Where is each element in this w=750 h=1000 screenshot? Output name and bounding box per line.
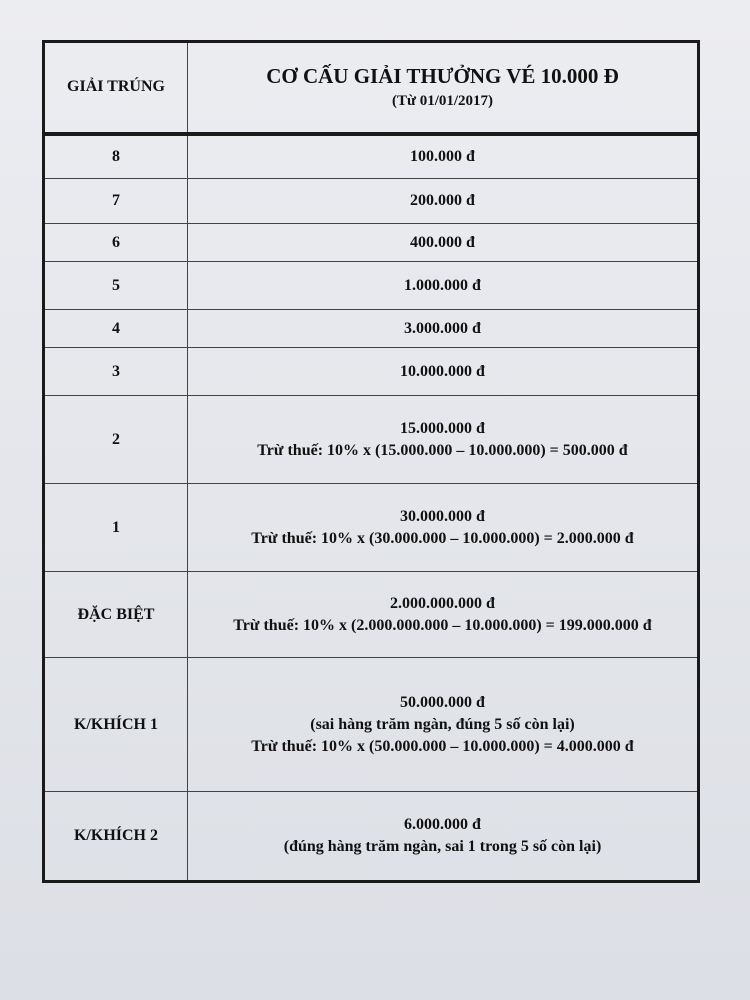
prize-rows <box>44 134 699 882</box>
prize-amount: 1.000.000 đ <box>404 276 481 294</box>
prize-amount: 100.000 đ <box>410 147 475 165</box>
table-row <box>44 224 699 262</box>
prize-amount: 6.000.000 đ <box>404 816 481 833</box>
prize-amount-cell <box>188 484 699 572</box>
prize-note: Trừ thuế: 10% x (2.000.000.000 – 10.000.000) = 199.000.000 đ <box>233 616 652 634</box>
prize-structure-table <box>42 40 700 883</box>
prize-amount: 200.000 đ <box>410 192 475 209</box>
prize-amount-cell <box>188 792 699 882</box>
table-row <box>44 262 699 310</box>
prize-note: Trừ thuế: 10% x (30.000.000 – 10.000.000) = 2.000.000 đ <box>251 529 634 547</box>
table-row <box>44 396 699 484</box>
prize-amount-cell <box>188 224 699 262</box>
prize-amount: 15.000.000 đ <box>400 419 485 437</box>
table-row <box>44 179 699 224</box>
table-title: CƠ CẤU GIẢI THƯỞNG VÉ 10.000 Đ <box>266 64 619 89</box>
prize-label: K/KHÍCH 2 <box>44 792 188 882</box>
prize-label: 2 <box>44 396 188 484</box>
table-row <box>44 792 699 882</box>
prize-amount: 2.000.000.000 đ <box>390 594 495 612</box>
prize-amount: 30.000.000 đ <box>400 507 485 525</box>
prize-amount-cell <box>188 134 699 179</box>
prize-label: ĐẶC BIỆT <box>44 572 188 658</box>
prize-amount-cell <box>188 396 699 484</box>
prize-note: (sai hàng trăm ngàn, đúng 5 số còn lại) <box>310 715 575 733</box>
table-row <box>44 310 699 348</box>
table-title-cell <box>188 42 699 134</box>
table-header-row <box>44 42 699 134</box>
prize-label: 1 <box>44 484 188 572</box>
prize-label: 8 <box>44 134 188 179</box>
prize-amount-cell <box>188 658 699 792</box>
prize-amount: 10.000.000 đ <box>400 362 485 380</box>
prize-label: 5 <box>44 262 188 310</box>
prize-label: K/KHÍCH 1 <box>44 658 188 792</box>
prize-label: 7 <box>44 179 188 224</box>
table-row <box>44 484 699 572</box>
table-row <box>44 348 699 396</box>
prize-label: 3 <box>44 348 188 396</box>
prize-amount: 3.000.000 đ <box>404 319 481 337</box>
prize-label: 6 <box>44 224 188 262</box>
prize-amount-cell <box>188 262 699 310</box>
prize-note: Trừ thuế: 10% x (15.000.000 – 10.000.000) = 500.000 đ <box>257 441 628 459</box>
prize-amount-cell <box>188 310 699 348</box>
prize-note: (đúng hàng trăm ngàn, sai 1 trong 5 số còn lại) <box>283 838 602 855</box>
prize-amount-cell <box>188 572 699 658</box>
table-subtitle: (Từ 01/01/2017) <box>391 93 494 110</box>
prize-amount-cell <box>188 348 699 396</box>
table-row <box>44 658 699 792</box>
table-row <box>44 572 699 658</box>
prize-amount: 50.000.000 đ <box>400 693 485 711</box>
prize-note: Trừ thuế: 10% x (50.000.000 – 10.000.000) = 4.000.000 đ <box>251 737 634 755</box>
table-row <box>44 134 699 179</box>
prize-label: 4 <box>44 310 188 348</box>
prize-amount-cell <box>188 179 699 224</box>
prize-amount: 400.000 đ <box>410 233 475 251</box>
prize-column-header: GIẢI TRÚNG <box>44 42 188 134</box>
